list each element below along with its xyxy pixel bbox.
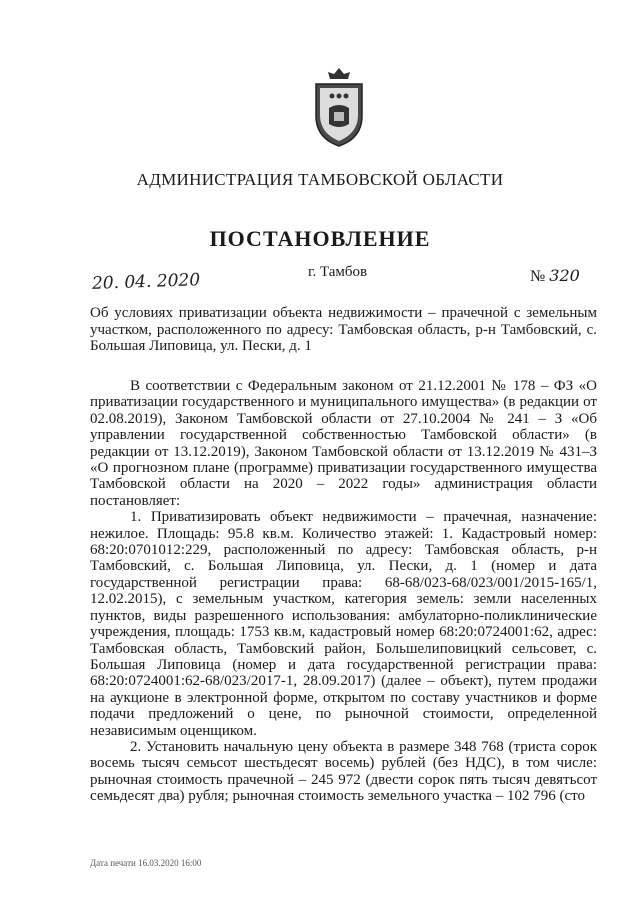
- document-city: г. Тамбов: [308, 264, 368, 280]
- document-title: ПОСТАНОВЛЕНИЕ: [209, 226, 431, 251]
- document-date: 20. 04. 2020: [91, 270, 201, 294]
- number-prefix: №: [530, 268, 546, 285]
- preamble-paragraph: В соответствии с Федеральным законом от 21.12.2001 № 178 – ФЗ «О приватизации государственного и муниципального имущества» (в редакции от 02.08.2019), Законом Тамбовской области от 27.10.2004 № 241 – З «Об управлении государственной собственностью Тамбовской области» (в редакции от 13.12.2019), Законом Тамбовской области от 13.12.2019 № 431–З «О прогнозном плане (программе) приватизации государственного имущества Тамбовской области на 2020 – 2022 годы» администрация области постановляет:: [90, 378, 597, 509]
- print-date: Дата печати 16.03.2020 16:00: [90, 858, 202, 868]
- number-value: 320: [549, 266, 580, 285]
- document-body: [90, 378, 597, 805]
- organization-name: АДМИНИСТРАЦИЯ ТАМБОВСКОЙ ОБЛАСТИ: [136, 170, 504, 189]
- coat-of-arms: [310, 66, 368, 148]
- clause-1: 1. Приватизировать объект недвижимости – прачечная, назначение: нежилое. Площадь: 95.8 кв.м. Количество этажей: 1. Кадастровый номер: 68:20:0701012:229, расположенный по адресу: Тамбовская область, р-н Тамбовский, с. Большая Липовица, ул. Пески, д. 1 (номер и дата государственной регистрации права: 68-68/023-68/023/001/2015-165/1, 12.02.2015), с земельным участком, категория земель: земли населенных пунктов, виды разрешенного использования: амбулаторно-поликлинические учреждения, площадь: 1753 кв.м, кадастровый номер 68:20:0724001:62, адрес: Тамбовская область, Тамбовский район, Большелиповицкий сельсовет, с. Большая Липовица (номер и дата государственной регистрации права: 68:20:0724001:62-68/023/2017-1, 28.09.2017) (далее – объект), путем продажи на аукционе в электронной форме, открытом по составу участников и форме подачи предложений о цене, по рыночной стоимости, определенной независимым оценщиком.: [90, 509, 597, 739]
- document-number: [530, 266, 580, 286]
- clause-2: 2. Установить начальную цену объекта в размере 348 768 (триста сорок восемь тысяч семьсот шестьдесят восемь) рублей (без НДС), в том числе: рыночная стоимость прачечной – 245 972 (двести сорок пять тысяч девятьсот семьдесят два) рубля; рыночная стоимость земельного участка – 102 796 (сто: [90, 738, 597, 805]
- document-subject: Об условиях приватизации объекта недвижимости – прачечной с земельным участком, расположенного по адресу: Тамбовская область, р-н Тамбовский, с. Большая Липовица, ул. Пески, д. 1: [90, 305, 597, 354]
